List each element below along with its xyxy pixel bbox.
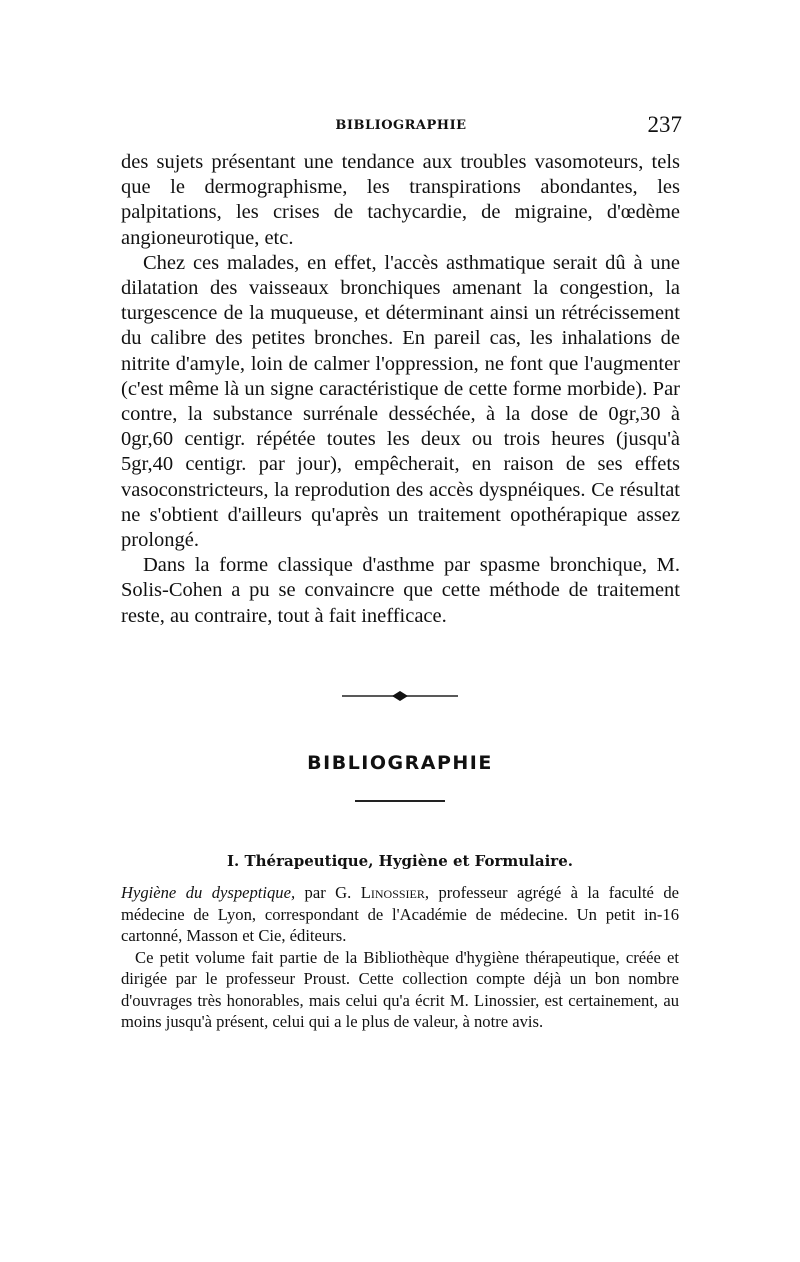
running-header [120, 112, 682, 142]
paragraph-classic-asthma: Dans la forme classique d'asthme par spasme bronchique, M. Solis-Cohen a pu se convaincre que cette méthode de traitement reste, au contraire, tout à fait inefficace. [121, 554, 680, 627]
entry-title: Hygiène du dyspeptique, [121, 883, 296, 902]
entry-review: Ce petit volume fait partie de la Bibliothèque d'hygiène thérapeutique, créée et dirigée par le professeur Proust. Cette collection compte déjà un bon nombre d'ouvrages très honorables, mais celui qu'a écrit M. Linossier, est certainement, au moins jusqu'à présent, celui qui a le plus de valeur, à notre avis. [121, 947, 679, 1031]
body-text [121, 150, 680, 629]
entry-citation [121, 882, 679, 947]
section-heading: BIBLIOGRAPHIE [307, 752, 493, 774]
entry-author-name: Linossier [360, 883, 425, 902]
entry-author-initial: G. [335, 883, 352, 902]
paragraph-continuation: des sujets présentant une tendance aux troubles vasomoteurs, tels que le dermographisme, les transpirations abondantes, les palpitations, les crises de tachycardie, de migraine, d'œdème angioneurotique, etc. [121, 151, 680, 249]
subsection-heading: I. Thérapeutique, Hygiène et Formulaire. [227, 852, 573, 870]
ornament-divider [342, 690, 458, 702]
entry-details: , professeur agrégé à la faculté de médecine de Lyon, correspondant de l'Académie de médecine. Un petit in-16 cartonné, Masson et Cie, éditeurs. [121, 883, 679, 945]
paragraph-asthma-mechanism: Chez ces malades, en effet, l'accès asthmatique serait dû à une dilatation des vaisseaux bronchiques amenant la congestion, la turgescence de la muqueuse, et déterminant ainsi un rétrécissement du calibre des petites bronches. En pareil cas, les inhalations de nitrite d'amyle, loin de calmer l'oppression, ne font que l'augmenter (c'est même là un signe caractéristique de cette forme morbide). Par contre, la substance surrénale desséchée, à la dose de 0gr,30 à 0gr,60 centigr. répétée toutes les deux ou trois heures (jusqu'à 5gr,40 centigr. par jour), empêcherait, en raison de ses effets vasoconstricteurs, la reprodution des accès dyspnéiques. Ce résultat ne s'obtient d'ailleurs qu'après un traitement opothérapique assez prolongé. [121, 251, 680, 552]
bibliography-entry [121, 882, 679, 1033]
entry-by: par [304, 883, 326, 902]
heading-rule [355, 800, 445, 802]
page-number: 237 [647, 112, 682, 137]
running-title: BIBLIOGRAPHIE [335, 118, 467, 133]
